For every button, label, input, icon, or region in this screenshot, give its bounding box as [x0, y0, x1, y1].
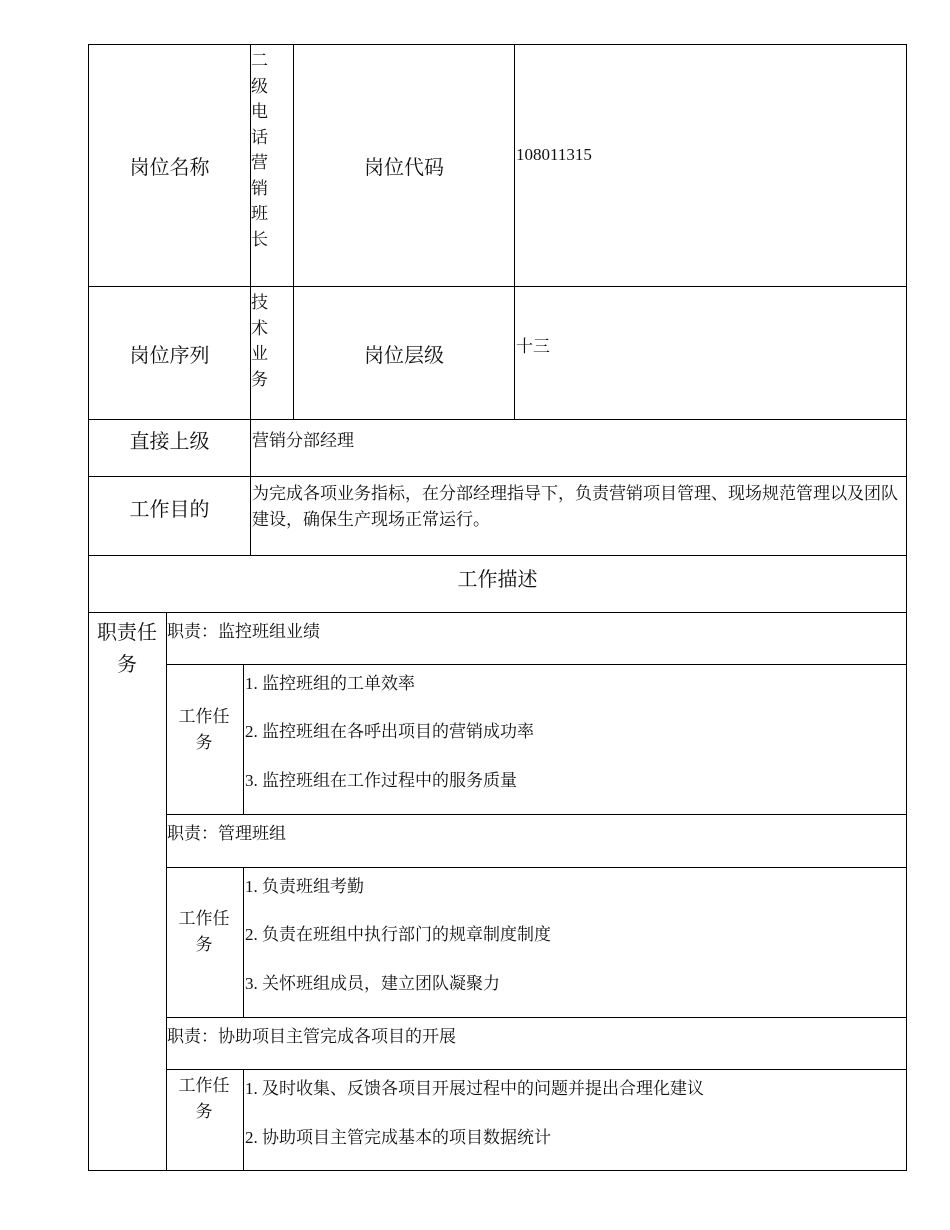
- task-item: 2. 协助项目主管完成基本的项目数据统计: [245, 1128, 551, 1147]
- task-item: 1. 负责班组考勤: [245, 877, 364, 896]
- duty-title: 职责：监控班组业绩: [167, 622, 320, 641]
- task-item: 2. 负责在班组中执行部门的规章制度制度: [245, 925, 551, 944]
- supervisor-label: 直接上级: [129, 431, 210, 453]
- description-title: 工作描述: [457, 569, 538, 591]
- position-name-label: 岗位名称: [129, 157, 210, 179]
- position-code-value: 108011315: [516, 145, 592, 164]
- task-item: 3. 关怀班组成员，建立团队凝聚力: [245, 974, 500, 993]
- task-label: 工作任务: [178, 1076, 230, 1121]
- task-label: 工作任务: [178, 909, 230, 954]
- task-item: 3. 监控班组在工作过程中的服务质量: [245, 771, 517, 790]
- duties-label: 职责任务: [97, 622, 157, 676]
- supervisor-value: 营销分部经理: [252, 431, 354, 450]
- position-sequence-value: 技术业务: [251, 293, 268, 389]
- position-level-label: 岗位层级: [364, 344, 444, 367]
- task-label: 工作任务: [178, 707, 230, 752]
- position-code-label: 岗位代码: [364, 157, 444, 179]
- task-item: 2. 监控班组在各呼出项目的营销成功率: [245, 722, 534, 741]
- duty-title: 职责：协助项目主管完成各项目的开展: [167, 1027, 456, 1046]
- task-item: 1. 监控班组的工单效率: [245, 674, 415, 693]
- task-item: 1. 及时收集、反馈各项目开展过程中的问题并提出合理化建议: [245, 1079, 704, 1098]
- position-sequence-label: 岗位序列: [129, 344, 210, 367]
- purpose-value: 为完成各项业务指标，在分部经理指导下，负责营销项目管理、现场规范管理以及团队建设，确保生产现场正常运行。: [252, 484, 898, 529]
- position-name-value: 二级电话营销班长: [251, 51, 268, 249]
- position-level-value: 十三: [516, 337, 550, 356]
- duty-title: 职责：管理班组: [167, 824, 286, 843]
- purpose-label: 工作目的: [129, 499, 210, 521]
